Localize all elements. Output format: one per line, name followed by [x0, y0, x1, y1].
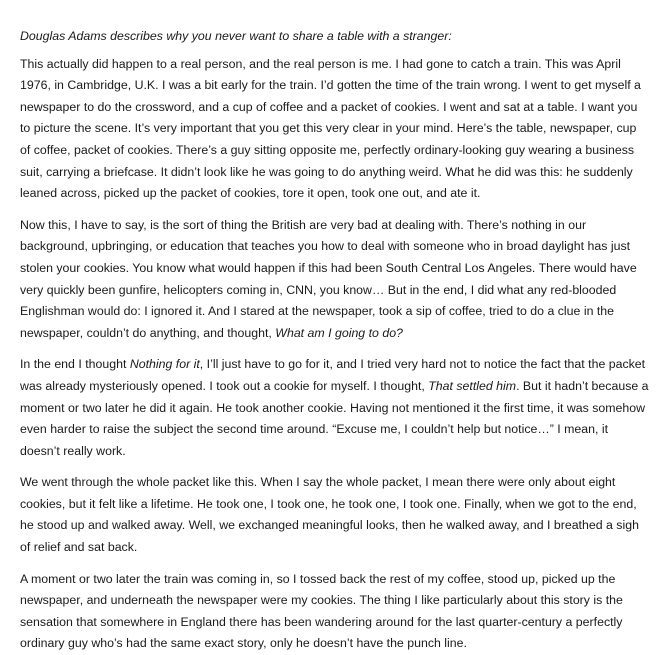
text-run: , I’ll just have to go for it, and I tried very hard not to notice the fact that the packet was already mysteriously opened. I took out a cookie for myself. I thought,	[20, 357, 646, 393]
italic-text: Nothing for it	[129, 357, 200, 372]
story-paragraph	[20, 569, 649, 655]
intro-line: Douglas Adams describes why you never want to share a table with a stranger:	[20, 29, 452, 43]
text-run: Now this, I have to say, is the sort of thing the British are very bad at dealing with. There’s nothing in our background, upbringing, or education that teaches you how to deal with someone who in broad daylight has just stolen your cookies. You know what would happen if this had been South Central Los Angeles. There would have very quickly been gunfire, helicopters coming in, CNN, you know… But in the end, I did what any red-blooded Englishman would do: I ignored it. And I stared at the newspaper, took a sip of coffee, tried to do a clue in the newspaper, couldn’t do anything, and thought,	[20, 217, 637, 340]
italic-text: What am I going to do?	[275, 325, 403, 340]
story-paragraph	[20, 54, 649, 205]
story-paragraph	[20, 354, 649, 462]
text-run: In the end I thought	[20, 357, 130, 372]
text-run: . But it hadn’t because a moment or two later he did it again. He took another cookie. Having not mentioned it the first time, it was somehow even harder to raise the subject the second time around. “Excuse me, I couldn’t help but notice…” I mean, it doesn’t really work.	[20, 378, 649, 458]
text-run: A moment or two later the train was coming in, so I tossed back the rest of my coffee, stood up, picked up the newspaper, and underneath the newspaper were my cookies. The thing I like particularly about this story is the sensation that somewhere in England there has been wandering around for the last quarter-century a perfectly ordinary guy who’s had the same exact story, only he doesn’t have the punch line.	[20, 571, 623, 651]
story-paragraph	[20, 215, 649, 345]
story-paragraph	[20, 472, 649, 558]
story-body	[20, 54, 649, 655]
italic-text: That settled him	[428, 378, 517, 393]
text-run: We went through the whole packet like this. When I say the whole packet, I mean there were only about eight cookies, but it felt like a lifetime. He took one, I took one, he took one, I took one. Finally, when we got to the end, he stood up and walked away. Well, we exchanged meaningful looks, then he walked away, and I breathed a sigh of relief and sat back.	[20, 475, 639, 555]
text-run: This actually did happen to a real person, and the real person is me. I had gone to catch a train. This was April 1976, in Cambridge, U.K. I was a bit early for the train. I’d gotten the time of the train wrong. I went to get myself a newspaper to do the crossword, and a cup of coffee and a packet of cookies. I went and sat at a table. I want you to picture the scene. It’s very important that you get this very clear in your mind. Here’s the table, newspaper, cup of coffee, packet of cookies. There’s a guy sitting opposite me, perfectly ordinary-looking guy wearing a business suit, carrying a briefcase. It didn’t look like he was going to do anything weird. What he did was this: he suddenly leaned across, picked up the packet of cookies, tore it open, took one out, and ate it.	[20, 56, 641, 201]
